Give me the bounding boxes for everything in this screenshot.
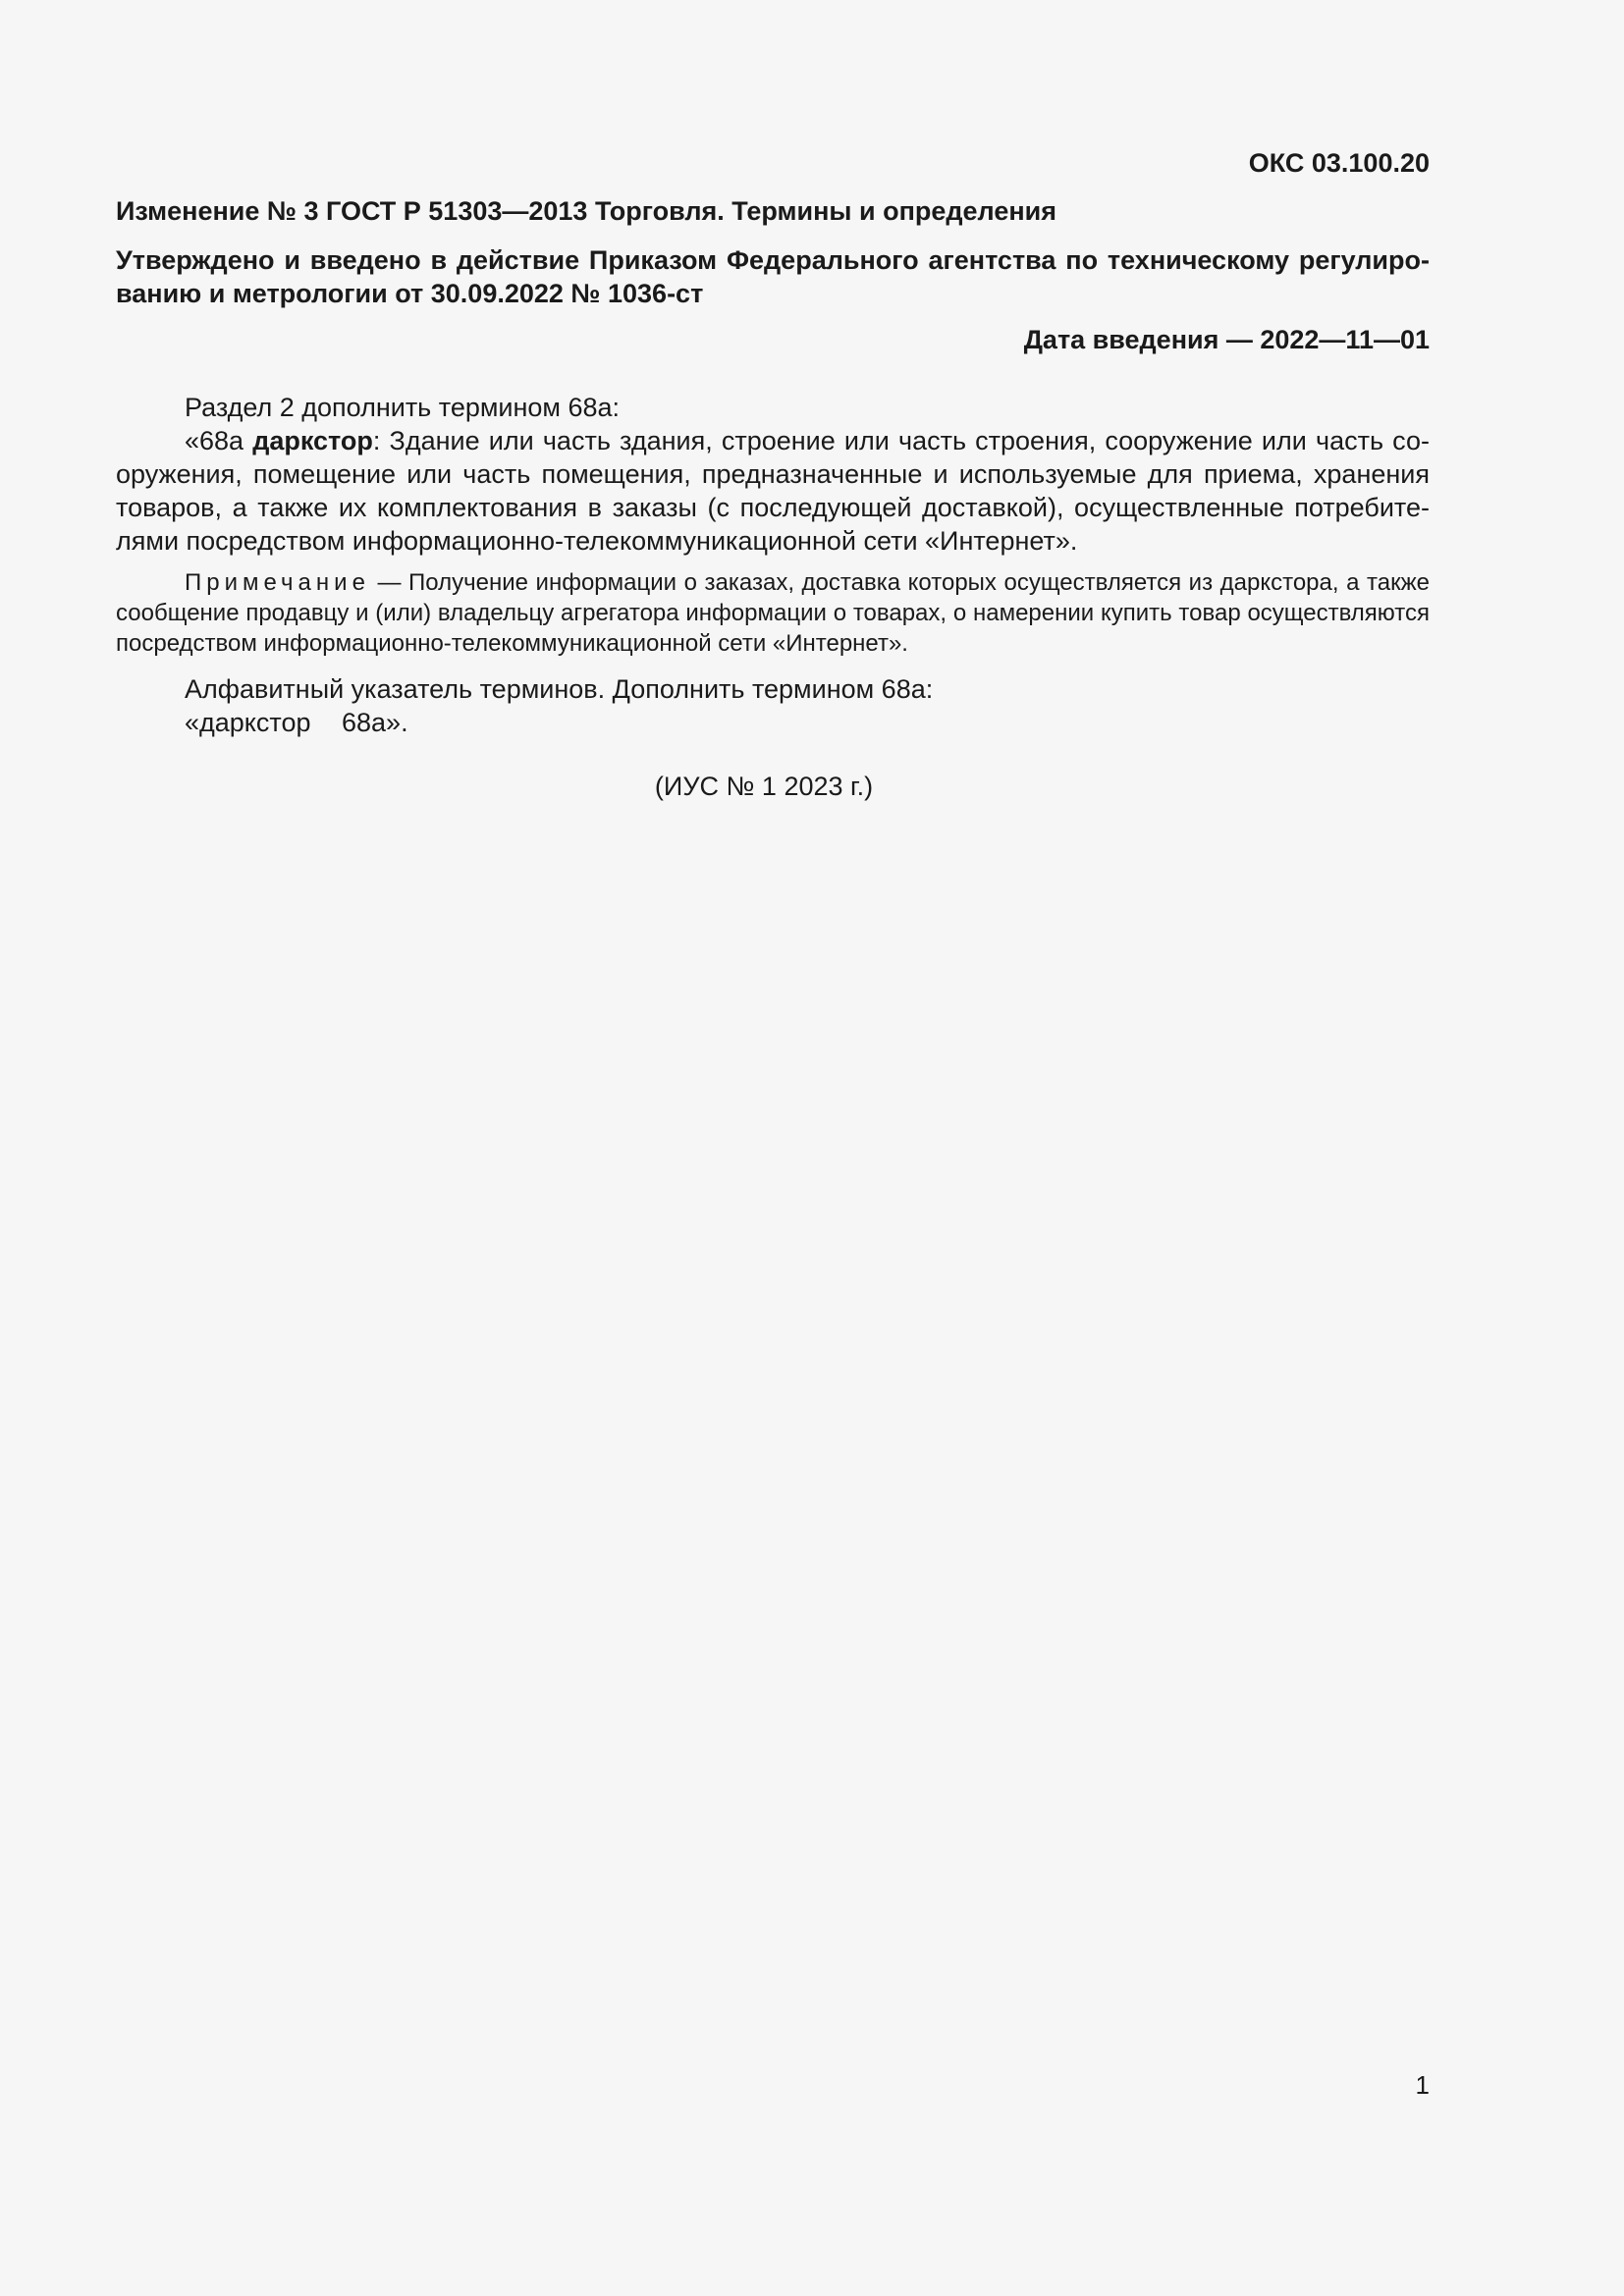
section-instruction: Раздел 2 дополнить термином 68а: [185, 393, 621, 422]
oks-code: ОКС 03.100.20 [1248, 148, 1430, 178]
document-content [116, 145, 1430, 804]
index-entry-term: «даркстор [185, 708, 311, 737]
page-number: 1 [1415, 2070, 1430, 2100]
term-definition [116, 424, 1430, 558]
note-text: — Получение информации о заказах, доставка которых осуществляется из даркстора, а также сообщение продавцу и (или) владельцу агрегатора информации о товарах, о намерении купить товар осуществляются посредством информационно-телекоммуникационной сети «Интернет». [116, 569, 1430, 657]
index-entry-ref: 68а». [342, 708, 408, 737]
index-entry [185, 706, 1430, 739]
index-instruction: Алфавитный указатель терминов. Дополнить термином 68а: [185, 674, 934, 704]
amendment-title: Изменение № 3 ГОСТ Р 51303—2013 Торговля. Термины и определения [116, 196, 1057, 226]
ius-reference: (ИУС № 1 2023 г.) [654, 772, 874, 801]
effective-date: Дата введения — 2022—11—01 [1023, 325, 1430, 354]
approval-statement: Утверждено и введено в действие Приказом Федерального агентства по техническому регулированию и метрологии от 30.09.2022 № 1036-ст [116, 245, 1430, 308]
note [116, 567, 1430, 659]
note-label: Примечание [185, 569, 370, 596]
definition-term: даркстор [252, 426, 373, 455]
definition-prefix: «68а [185, 426, 253, 455]
definition-text: : Здание или часть здания, строение или часть строения, сооружение или часть сооружения, помещение или часть помещения, предназначенные и используемые для приема, хранения товаров, а также их комплектования в заказы (с последующей доставкой), осуществленные потребителями посредством информационно-телекоммуникационной сети «Интернет». [116, 426, 1430, 556]
